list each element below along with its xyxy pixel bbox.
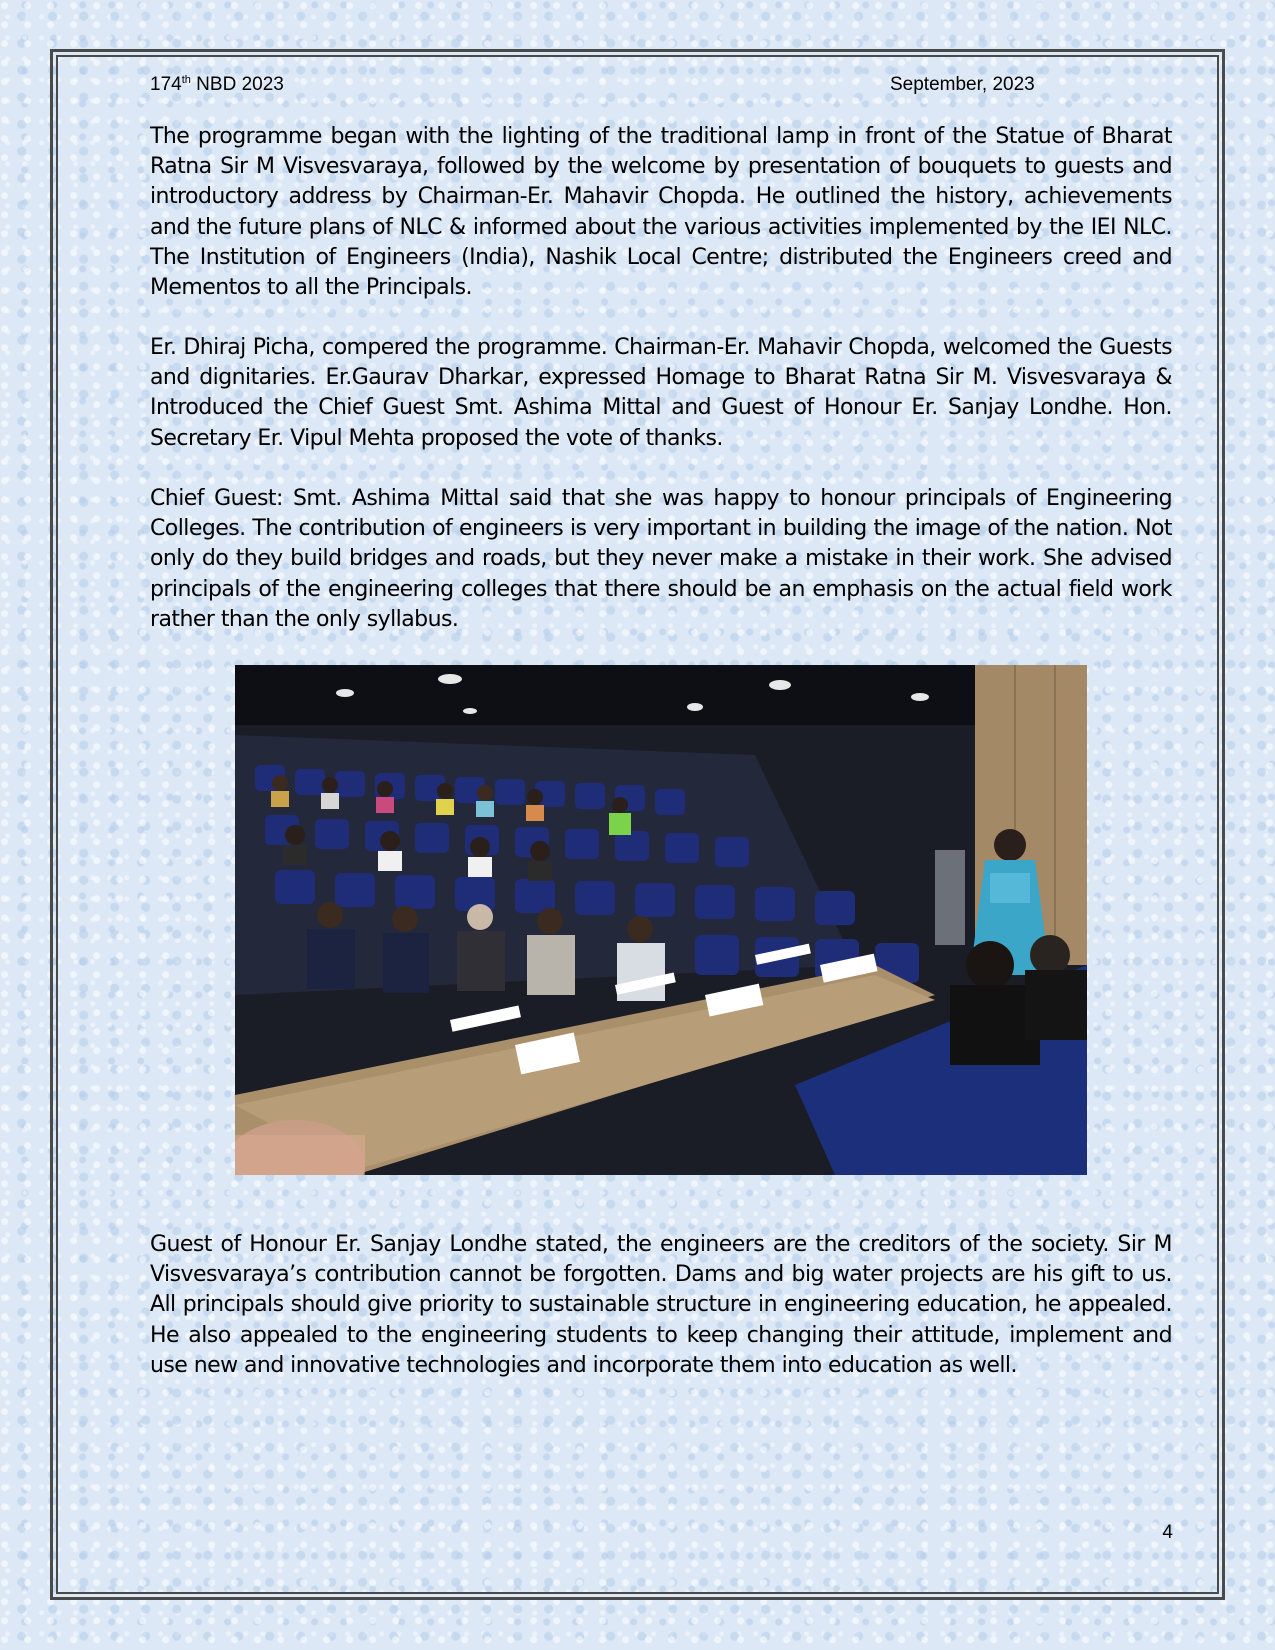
issue-ordinal-suffix: th	[181, 74, 191, 86]
paragraph-chief-guest: Chief Guest: Smt. Ashima Mittal said that she was happy to honour principals of Engineering Colleges. The contribution of engineers is very important in building the image of the nation. Not only do they build bridges and roads, but they never make a mistake in their work. She advised principals of the engineering colleges that there should be an emphasis on the actual field work rather than the only syllabus.	[150, 486, 1172, 632]
paragraph-programme-opening: The programme began with the lighting of the traditional lamp in front of the Statue of Bharat Ratna Sir M Visvesvaraya, followed by the welcome by presentation of bouquets to guests and introductory address by Chairman-Er. Mahavir Chopda. He outlined the history, achievements and the future plans of NLC & informed about the various activities implemented by the IEI NLC. The Institution of Engineers (India), Nashik Local Centre; distributed the Engineers creed and Mementos to all the Principals.	[150, 124, 1172, 301]
issue-name: NBD 2023	[190, 74, 284, 95]
paragraph-compere: Er. Dhiraj Picha, compered the programme. Chairman-Er. Mahavir Chopda, welcomed the Guests and dignitaries. Er.Gaurav Dharkar, expressed Homage to Bharat Ratna Sir M. Visvesvaraya & Introduced the Chief Guest Smt. Ashima Mittal and Guest of Honour Er. Sanjay Londhe. Hon. Secretary Er. Vipul Mehta proposed the vote of thanks.	[150, 335, 1172, 451]
page-header	[150, 74, 1050, 100]
page-number: 4	[1162, 1522, 1173, 1543]
issue-date: September, 2023	[890, 74, 1035, 95]
newsletter-issue	[150, 74, 284, 96]
event-photo	[235, 665, 1087, 1175]
paragraph-guest-of-honour: Guest of Honour Er. Sanjay Londhe stated, the engineers are the creditors of the society. Sir M Visvesvaraya’s contribution cannot be forgotten. Dams and big water projects are his gift to us. All principals should give priority to sustainable structure in engineering education, he appealed. He also appealed to the engineering students to keep changing their attitude, implement and use new and innovative technologies and incorporate them into education as well.	[150, 1232, 1172, 1378]
issue-number: 174	[150, 74, 182, 95]
